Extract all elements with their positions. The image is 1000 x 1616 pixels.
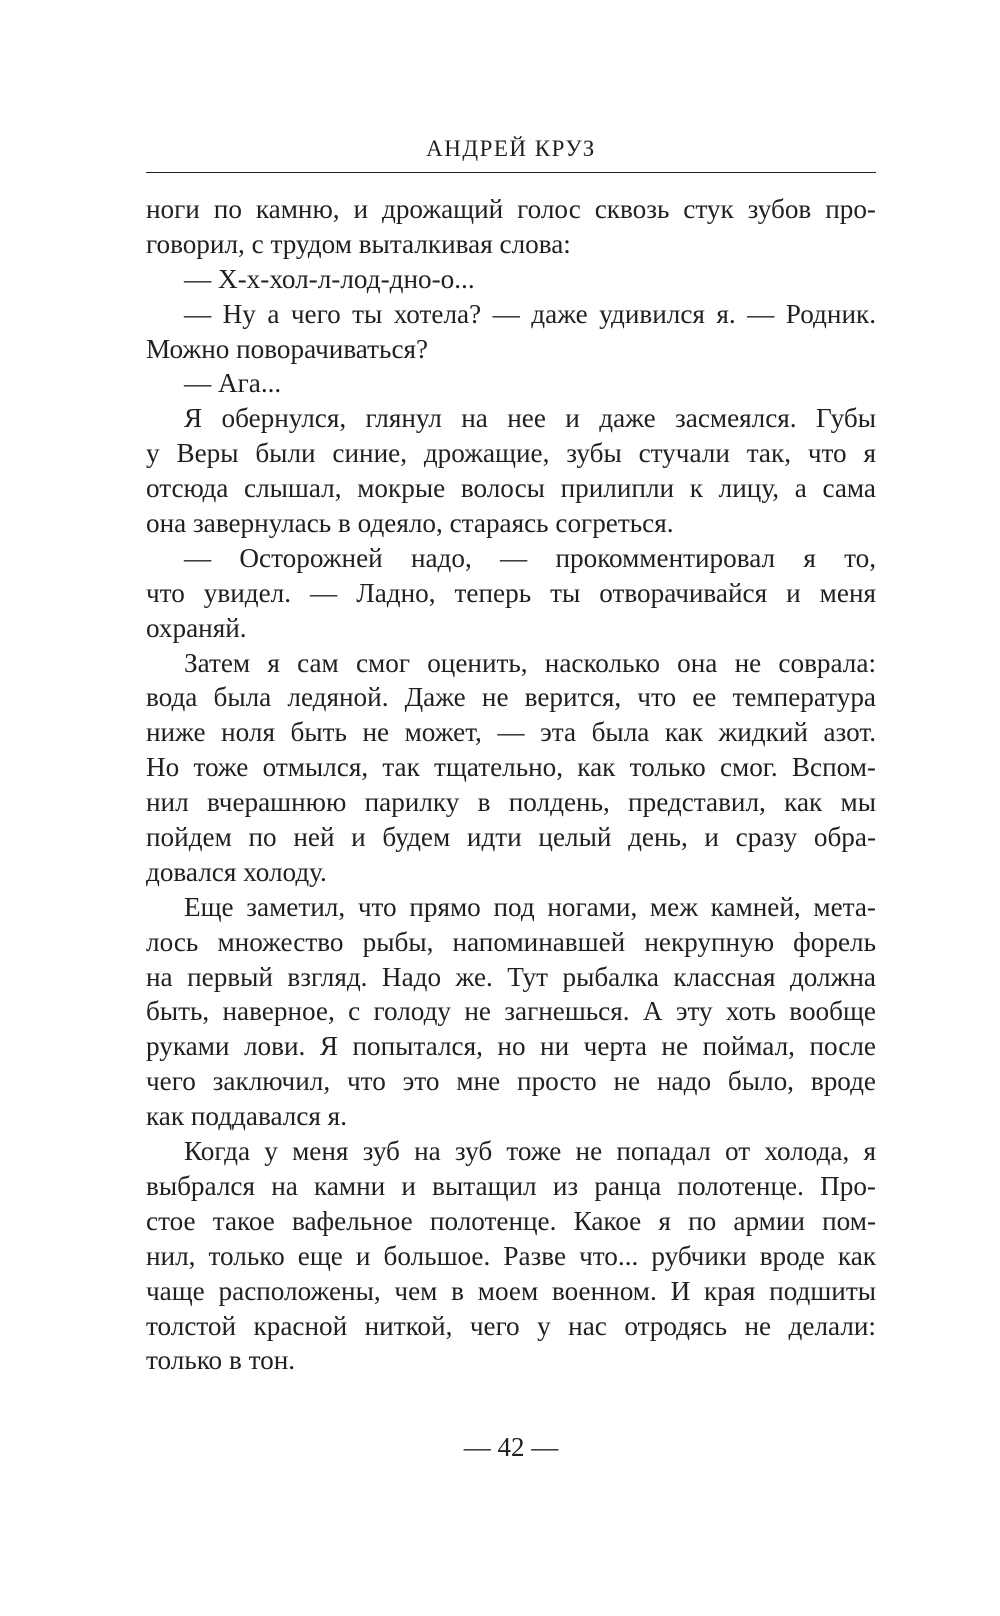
text-line: на первый взгляд. Надо же. Тут рыбалка классная должна	[146, 961, 876, 992]
text-line: ноги по камню, и дрожащий голос сквозь стук зубов про-	[146, 194, 876, 224]
text-line: у Веры были синие, дрожащие, зубы стучали так, что я	[146, 438, 876, 469]
text-line: Когда у меня зуб на зуб тоже не попадал от холода, я	[184, 1136, 876, 1167]
text-line: вода была ледяной. Даже не верится, что ее температура	[146, 682, 876, 713]
text-line: как поддавался я.	[146, 1101, 347, 1132]
text-line: Еще заметил, что прямо под ногами, меж камней, мета-	[184, 891, 876, 922]
text-line: отсюда слышал, мокрые волосы прилипли к лицу, а сама	[146, 473, 876, 504]
text-line: Я обернулся, глянул на нее и даже засмеялся. Губы	[184, 403, 876, 434]
running-head-author: АНДРЕЙ КРУЗ	[426, 136, 596, 161]
text-line: только в тон.	[146, 1345, 296, 1376]
text-line: быть, наверное, с голоду не загнешься. А эту хоть вообще	[146, 996, 876, 1027]
text-line: — Х-х-хол-л-лод-дно-о...	[184, 263, 475, 294]
text-line: Затем я сам смог оценить, насколько она не соврала:	[184, 647, 876, 678]
body-text	[146, 192, 876, 1378]
text-line: — Ну а чего ты хотела? — даже удивился я. — Родник.	[184, 298, 876, 329]
text-line: что увидел. — Ладно, теперь ты отворачивайся и меня	[146, 577, 876, 608]
text-line: чего заключил, что это мне просто не надо было, вроде	[146, 1066, 876, 1097]
text-line: нил вчерашнюю парилку в полдень, представил, как мы	[146, 787, 876, 818]
text-line: пойдем по ней и будем идти целый день, и сразу обра-	[146, 822, 876, 853]
text-line: — Ага...	[184, 368, 282, 399]
text-line: Но тоже отмылся, так тщательно, как только смог. Вспом-	[146, 752, 876, 783]
text-line: чаще расположены, чем в моем военном. И края подшиты	[146, 1275, 876, 1306]
text-line: руками лови. Я попытался, но ни черта не поймал, после	[146, 1031, 876, 1062]
text-line: выбрался на камни и вытащил из ранца полотенце. Про-	[146, 1170, 876, 1201]
text-line: говорил, с трудом выталкивая слова:	[146, 228, 571, 259]
text-line: нил, только еще и большое. Разве что... рубчики вроде как	[146, 1240, 876, 1271]
text-line: толстой красной ниткой, чего у нас отродясь не делали:	[146, 1310, 876, 1341]
page-number: — 42 —	[463, 1432, 559, 1462]
text-line: она завернулась в одеяло, стараясь согреться.	[146, 508, 674, 539]
text-line: довался холоду.	[146, 856, 327, 887]
text-line: стое такое вафельное полотенце. Какое я по армии пом-	[146, 1205, 876, 1236]
header-rule	[146, 172, 876, 173]
text-line: ниже ноля быть не может, — эта была как жидкий азот.	[146, 717, 876, 748]
text-line: охраняй.	[146, 612, 247, 643]
text-line: лось множество рыбы, напоминавшей некрупную форель	[146, 926, 876, 957]
text-line: Можно поворачиваться?	[146, 333, 429, 364]
text-line: — Осторожней надо, — прокомментировал я то,	[184, 542, 876, 573]
